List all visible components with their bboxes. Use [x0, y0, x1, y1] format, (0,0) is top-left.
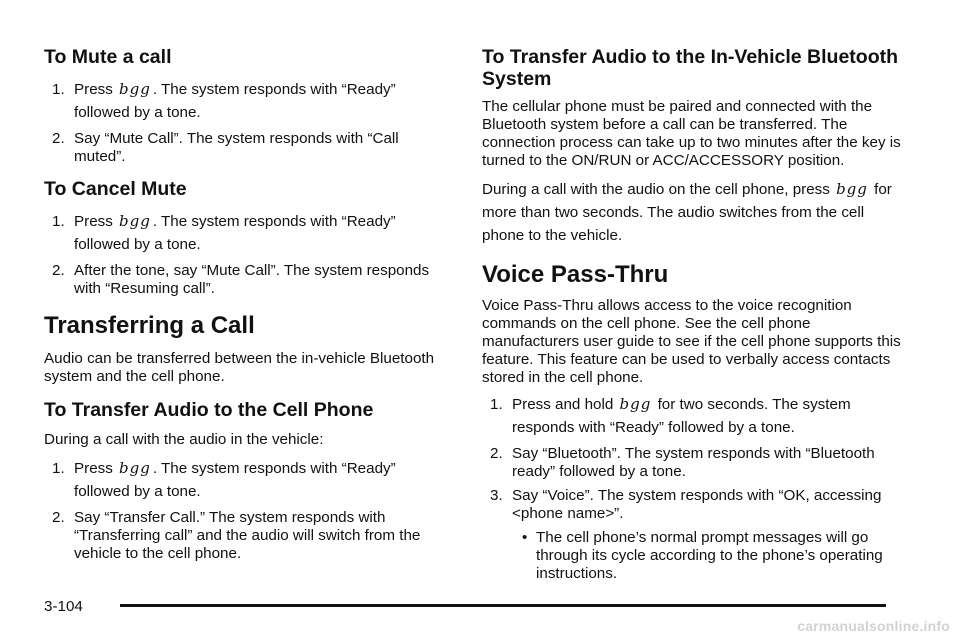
step-number: 2.	[52, 509, 65, 526]
to-phone-step-2	[44, 509, 454, 563]
left-column	[44, 46, 454, 563]
step-text: Press	[74, 460, 118, 477]
transfer-to-vehicle-paragraph: The cellular phone must be paired and connected with the Bluetooth system before a call can be transferred. The connection process can take up to two minutes after the key is turned to the ON/RUN or ACC/ACCESSORY position.	[482, 98, 901, 169]
voice-bullet-item	[482, 529, 902, 583]
voice-step-1	[482, 393, 902, 439]
step-number: 3.	[490, 487, 503, 504]
transfer-to-vehicle-heading: To Transfer Audio to the In-Vehicle Bluetooth System	[482, 46, 899, 90]
transferring-call-heading: Transferring a Call	[44, 312, 255, 339]
instruction-text: During a call with the audio on the cell phone, press	[482, 181, 835, 198]
step-number: 1.	[490, 396, 503, 413]
step-number: 1.	[52, 213, 65, 230]
push-to-talk-phone-icon: bgg	[119, 459, 151, 477]
voice-pass-thru-intro: Voice Pass-Thru allows access to the voice recognition commands on the cell phone. See the cell phone manufacturers user guide to see if the cell phone supports this feature. This feature can be used to verbally access contacts stored in the cell phone.	[482, 297, 901, 386]
footer-divider	[120, 604, 886, 607]
page-number: 3-104	[44, 598, 83, 615]
step-number: 2.	[52, 262, 65, 279]
bullet-text: The cell phone’s normal prompt messages will go through its cycle according to the phone’s operating instructions.	[536, 529, 883, 582]
watermark: carmanualsonline.info	[797, 618, 950, 634]
step-text: for two seconds. The system responds with “Ready” followed by a tone.	[512, 396, 851, 436]
to-phone-step-1	[44, 457, 454, 503]
cancel-mute-heading: To Cancel Mute	[44, 178, 187, 200]
cancel-step-2	[44, 262, 454, 298]
step-text: Press	[74, 213, 118, 230]
transfer-to-phone-heading: To Transfer Audio to the Cell Phone	[44, 399, 374, 421]
step-text: . The system responds with “Ready” followed by a tone.	[74, 213, 396, 253]
step-text: Say “Bluetooth”. The system responds with “Bluetooth ready” followed by a tone.	[512, 445, 875, 480]
step-text: Say “Voice”. The system responds with “OK, accessing <phone name>”.	[512, 487, 882, 522]
cancel-step-1	[44, 210, 454, 256]
step-text: . The system responds with “Ready” followed by a tone.	[74, 460, 396, 500]
right-column	[482, 46, 902, 583]
step-number: 2.	[490, 445, 503, 462]
mute-step-2	[44, 130, 454, 166]
push-to-talk-phone-icon: bgg	[836, 180, 868, 198]
step-text: . The system responds with “Ready” followed by a tone.	[74, 81, 396, 121]
step-text: Say “Mute Call”. The system responds with “Call muted”.	[74, 130, 399, 165]
step-number: 2.	[52, 130, 65, 147]
step-number: 1.	[52, 460, 65, 477]
step-number: 1.	[52, 81, 65, 98]
transfer-to-phone-intro: During a call with the audio in the vehicle:	[44, 431, 324, 448]
step-text: Say “Transfer Call.” The system responds with “Transferring call” and the audio will switch from the vehicle to the cell phone.	[74, 509, 421, 562]
transfer-intro: Audio can be transferred between the in-vehicle Bluetooth system and the cell phone.	[44, 350, 435, 385]
voice-pass-thru-heading: Voice Pass-Thru	[482, 261, 669, 288]
step-text: After the tone, say “Mute Call”. The system responds with “Resuming call”.	[74, 262, 430, 297]
voice-step-2	[482, 445, 902, 481]
bullet-icon: •	[522, 529, 528, 546]
push-to-talk-phone-icon: bgg	[119, 80, 151, 98]
instruction-text: for more than two seconds. The audio switches from the cell phone to the vehicle.	[482, 181, 892, 244]
step-text: Press	[74, 81, 118, 98]
step-text: Press and hold	[512, 396, 618, 413]
transfer-to-vehicle-instructions	[482, 178, 902, 247]
push-to-talk-phone-icon: bgg	[119, 212, 151, 230]
mute-heading: To Mute a call	[44, 46, 172, 68]
voice-step-3	[482, 487, 902, 523]
mute-step-1	[44, 78, 454, 124]
push-to-talk-phone-icon: bgg	[619, 395, 652, 413]
